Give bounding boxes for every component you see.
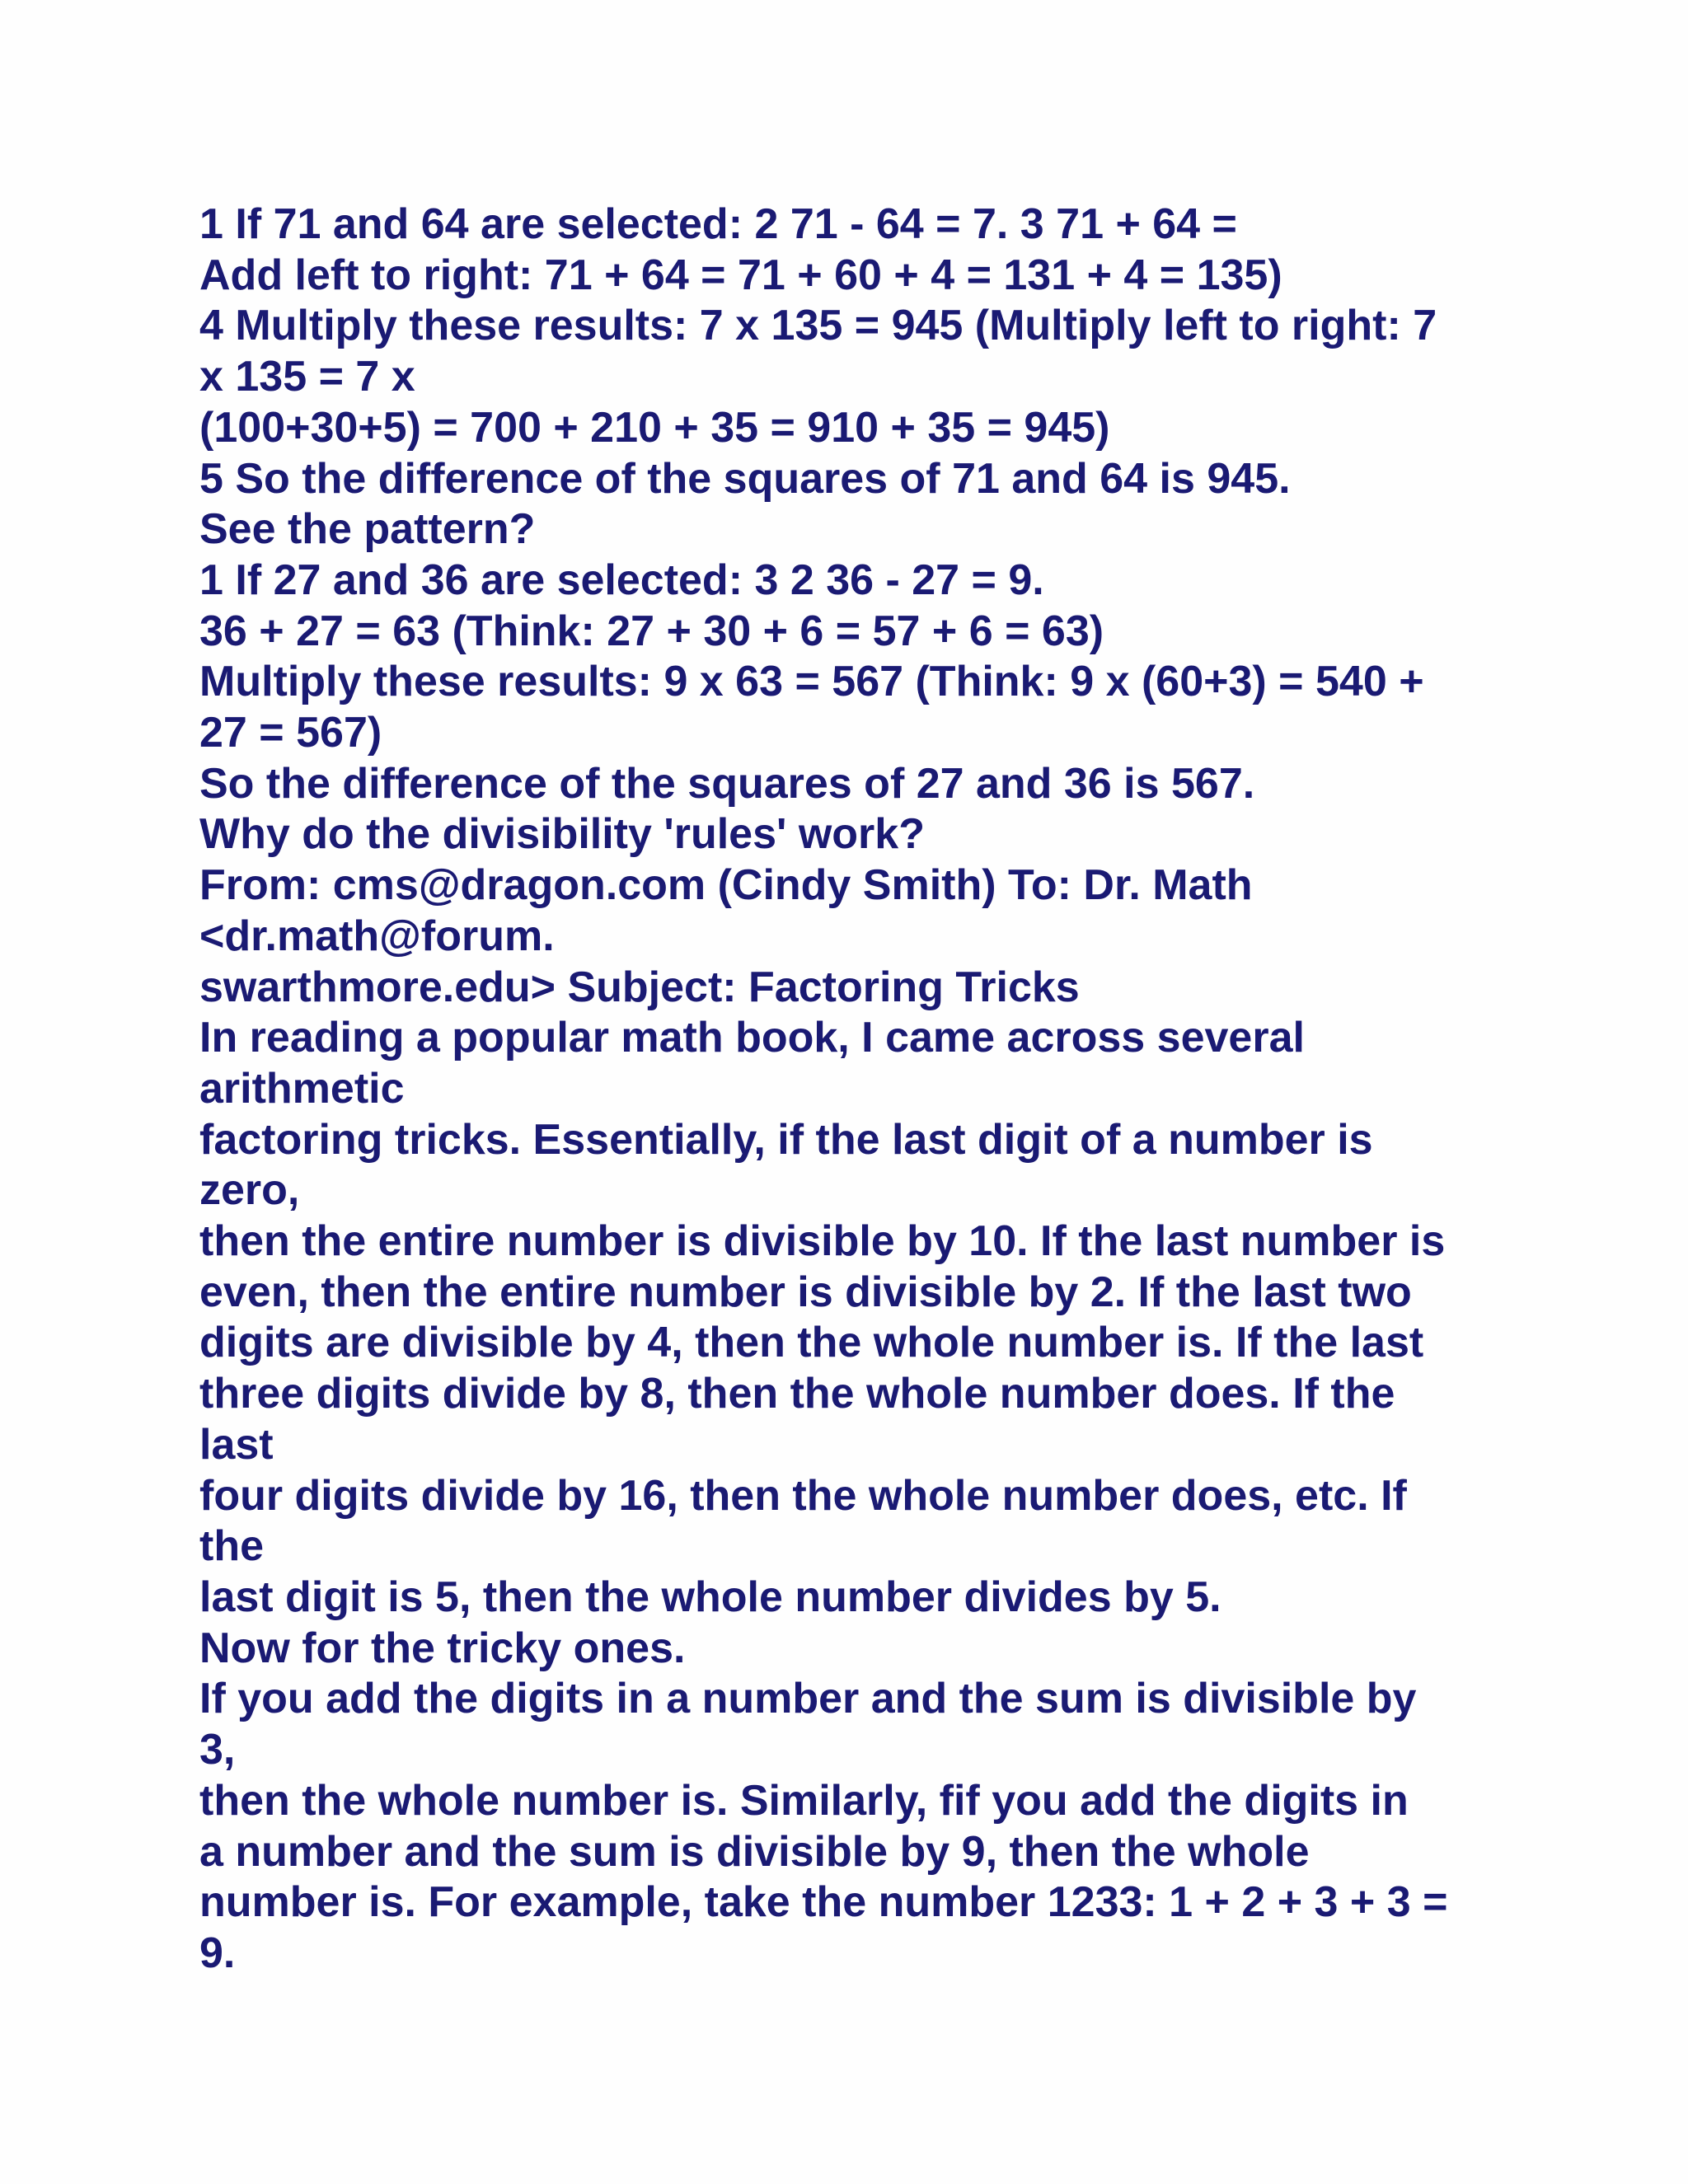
text-line: three digits divide by 8, then the whole number does. If the	[199, 1370, 1395, 1418]
text-line: 36 + 27 = 63 (Think: 27 + 30 + 6 = 57 + 6 = 63)	[199, 607, 1104, 655]
text-line: factoring tricks. Essentially, if the last digit of a number is	[199, 1115, 1373, 1164]
text-line: 5 So the difference of the squares of 71 and 64 is 945.	[199, 454, 1291, 503]
text-line: If you add the digits in a number and the sum is divisible by	[199, 1675, 1417, 1723]
text-line: four digits divide by 16, then the whole number does, etc. If	[199, 1471, 1407, 1520]
text-line: (100+30+5) = 700 + 210 + 35 = 910 + 35 = 945)	[199, 403, 1110, 452]
text-line: x 135 = 7 x	[199, 353, 415, 401]
text-line: From: cms@dragon.com (Cindy Smith) To: Dr. Math	[199, 861, 1253, 910]
text-line: swarthmore.edu> Subject: Factoring Tricks	[199, 963, 1080, 1011]
text-line: 9.	[199, 1929, 236, 1977]
text-line: the	[199, 1522, 264, 1571]
text-line: 1 If 27 and 36 are selected: 3 2 36 - 27 = 9.	[199, 555, 1044, 604]
text-line: 3,	[199, 1726, 236, 1774]
text-line: Multiply these results: 9 x 63 = 567 (Think: 9 x (60+3) = 540 +	[199, 658, 1424, 706]
text-line: digits are divisible by 4, then the whole number is. If the last	[199, 1319, 1424, 1367]
text-line: See the pattern?	[199, 505, 536, 554]
text-line: even, then the entire number is divisible by 2. If the last two	[199, 1268, 1412, 1316]
text-line: 27 = 567)	[199, 709, 382, 757]
text-line: <dr.math@forum.	[199, 912, 555, 960]
text-line: last digit is 5, then the whole number divides by 5.	[199, 1572, 1221, 1621]
text-line: number is. For example, take the number 1233: 1 + 2 + 3 + 3 =	[199, 1878, 1448, 1927]
text-line: a number and the sum is divisible by 9, then the whole	[199, 1827, 1310, 1876]
text-line: then the entire number is divisible by 10. If the last number is	[199, 1217, 1446, 1266]
text-line: 1 If 71 and 64 are selected: 2 71 - 64 = 7. 3 71 + 64 =	[199, 200, 1237, 248]
text-line: arithmetic	[199, 1064, 405, 1113]
text-line: Add left to right: 71 + 64 = 71 + 60 + 4 = 131 + 4 = 135)	[199, 251, 1282, 299]
text-line: zero,	[199, 1166, 300, 1215]
text-line: In reading a popular math book, I came across several	[199, 1014, 1305, 1062]
text-line: Why do the divisibility 'rules' work?	[199, 810, 925, 859]
text-line: Now for the tricky ones.	[199, 1624, 686, 1672]
document-body	[199, 199, 1518, 1980]
text-line: last	[199, 1420, 274, 1469]
text-line: So the difference of the squares of 27 and 36 is 567.	[199, 759, 1255, 808]
text-line: then the whole number is. Similarly, fif you add the digits in	[199, 1776, 1409, 1825]
text-line: 4 Multiply these results: 7 x 135 = 945 (Multiply left to right: 7	[199, 302, 1437, 350]
